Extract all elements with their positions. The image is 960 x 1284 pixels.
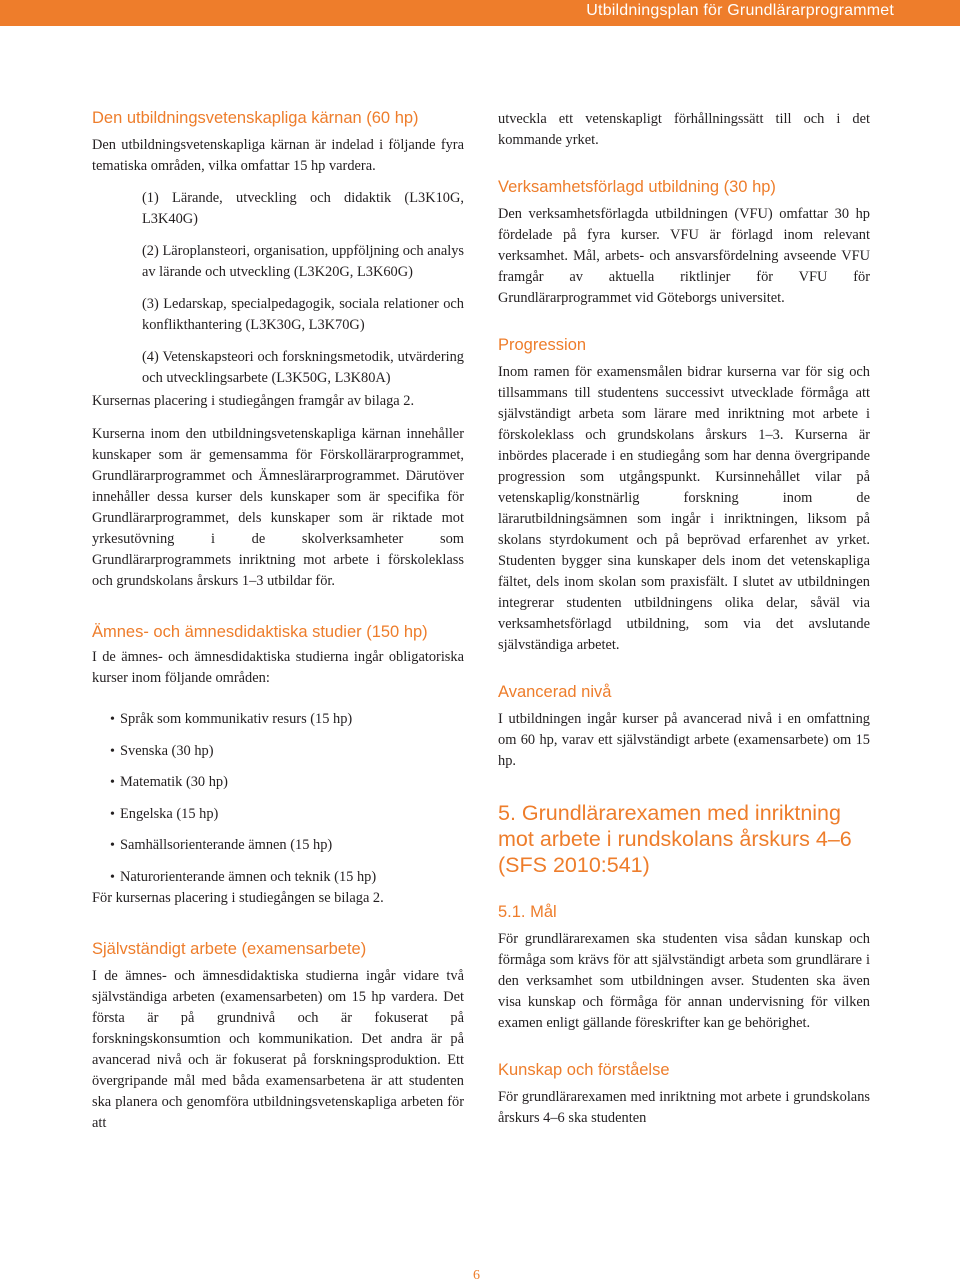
- bullet-item: • Samhällsorienterande ämnen (15 hp): [110, 835, 464, 856]
- header-bar: [0, 0, 960, 26]
- subject-bullet-list: [92, 709, 464, 888]
- topic-item: (3) Ledarskap, specialpedagogik, sociala relationer och konflikthantering (L3K30G, L3K70G): [142, 296, 464, 333]
- subject-placement: För kursernas placering i studiegången se bilaga 2.: [92, 889, 384, 906]
- advanced-level-body: I utbildningen ingår kurser på avancerad nivå i en omfattning om 60 hp, varav ett självständigt arbete (examensarbete) om 15 hp.: [498, 711, 870, 769]
- bullet-item: • Matematik (30 hp): [110, 772, 464, 793]
- topic-item: (1) Lärande, utveckling och didaktik (L3K10G, L3K40G): [142, 190, 464, 227]
- bullet-item: • Engelska (15 hp): [110, 804, 464, 825]
- section-heading-vfu: Verksamhetsförlagd utbildning (30 hp): [498, 178, 776, 196]
- right-column: [498, 104, 870, 1129]
- section-heading-advanced-level: Avancerad nivå: [498, 683, 612, 701]
- bullet-item: • Svenska (30 hp): [110, 741, 464, 762]
- bullet-item: • Språk som kommunikativ resurs (15 hp): [110, 709, 464, 730]
- knowledge-body: För grundlärarexamen med inriktning mot arbete i grundskolans årskurs 4–6 ska studenten: [498, 1089, 870, 1126]
- left-column: [92, 104, 464, 1134]
- topic-item: (2) Läroplansteori, organisation, uppföljning och analys av lärande och utveckling (L3K20G, L3K60G): [142, 243, 464, 280]
- section-heading-progression: Progression: [498, 336, 587, 354]
- section-heading-independent-work: Självständigt arbete (examensarbete): [92, 939, 367, 958]
- header-title: Utbildningsplan för Grundlärarprogrammet: [586, 2, 894, 19]
- core-topic-list: [92, 188, 464, 389]
- continued-text: utveckla ett vetenskapligt förhållningssätt till och i det kommande yrket.: [498, 111, 870, 148]
- goals-body: För grundlärarexamen ska studenten visa sådan kunskap och förmåga som krävs för att självständigt arbeta som grundlärare i den verksamhet som utbildningen avser. Studenten ska även visa kunskap och förmåga för annan undervisning för vilken examen enligt gällande föreskrifter kan ge behörighet.: [498, 931, 870, 1031]
- topic-item: (4) Vetenskapsteori och forskningsmetodik, utvärdering och utvecklingsarbete (L3K50G, L3K80A): [142, 349, 464, 386]
- core-body: Kurserna inom den utbildningsvetenskapliga kärnan innehåller kunskaper som är gemensamma för Förskollärarprogrammet, Grundlärarprogrammet och Ämneslärarprogrammet. Därutöver innehåller dessa kurser dels kunskaper som är specifika för Grundlärarprogrammet, dels kunskaper som är riktade mot yrkesutövning i de skolverksamheter som Grundlärarprogrammets inriktning mot arbete i förskoleklass och grundskolans årskurs 1–3 utbildar för.: [92, 426, 464, 589]
- chapter-heading: 5. Grundlärarexamen med inriktning mot arbete i rundskolans årskurs 4–6 (SFS 2010:541): [498, 801, 852, 877]
- bullet-item: • Naturorienterande ämnen och teknik (15 hp): [110, 867, 464, 888]
- progression-body: Inom ramen för examensmålen bidrar kurserna var för sig och tillsammans till studentens successivt utvecklade förmåga att självständigt arbeta som lärare med inriktning mot arbete i förskoleklass och grundskolans årskurs 1–3. Kurserna är inbördes placerade i en studiegång som har denna övergripande progression som utgångspunkt. Kursinnehållet vilar på vetenskaplig/konstnärlig forskning inom de lärarutbildningsämnen som ingår i inriktningen, liksom på skolans styrdokument och på beprövad erfarenhet av yrket. Studenten bygger sina kunskaper dels inom det vetenskapliga fältet, dels inom skolan som praxisfält. I slutet av utbildningen integrerar studenten utbildningens olika delar, såväl via verksamhetsförlagd utbildning, som via det avslutande självständiga arbetet.: [498, 364, 870, 653]
- page-number: 6: [473, 1268, 480, 1283]
- subject-intro: I de ämnes- och ämnesdidaktiska studierna ingår obligatoriska kurser inom följande områden:: [92, 649, 464, 686]
- section-heading-goals: 5.1. Mål: [498, 903, 557, 921]
- core-placement: Kursernas placering i studiegången framgår av bilaga 2.: [92, 393, 415, 409]
- section-heading-core: Den utbildningsvetenskapliga kärnan (60 hp): [92, 109, 419, 127]
- core-intro: Den utbildningsvetenskapliga kärnan är indelad i följande fyra tematiska områden, vilka omfattar 15 hp vardera.: [92, 137, 464, 174]
- section-heading-knowledge: Kunskap och förståelse: [498, 1061, 670, 1079]
- section-heading-subject-studies: Ämnes- och ämnesdidaktiska studier (150 hp): [92, 623, 428, 641]
- vfu-body: Den verksamhetsförlagda utbildningen (VFU) omfattar 30 hp fördelade på fyra kurser. VFU är förlagd inom relevant verksamhet. Mål, arbets- och ansvarsfördelning avseende VFU framgår av aktuella riktlinjer för VFU för Grundlärarprogrammet vid Göteborgs universitet.: [498, 206, 870, 306]
- independent-work-body: I de ämnes- och ämnesdidaktiska studierna ingår vidare två självständiga arbeten (examensarbeten) om 15 hp vardera. Det första är på grundnivå och är fokuserat på forskningskonsumtion och kommunikation. Det andra är på avancerad nivå och är fokuserat på forskningsproduktion. Ett övergripande mål med båda examensarbetena är att studenten ska planera och genomföra utbildningsvetenskapliga arbeten för att: [92, 967, 464, 1131]
